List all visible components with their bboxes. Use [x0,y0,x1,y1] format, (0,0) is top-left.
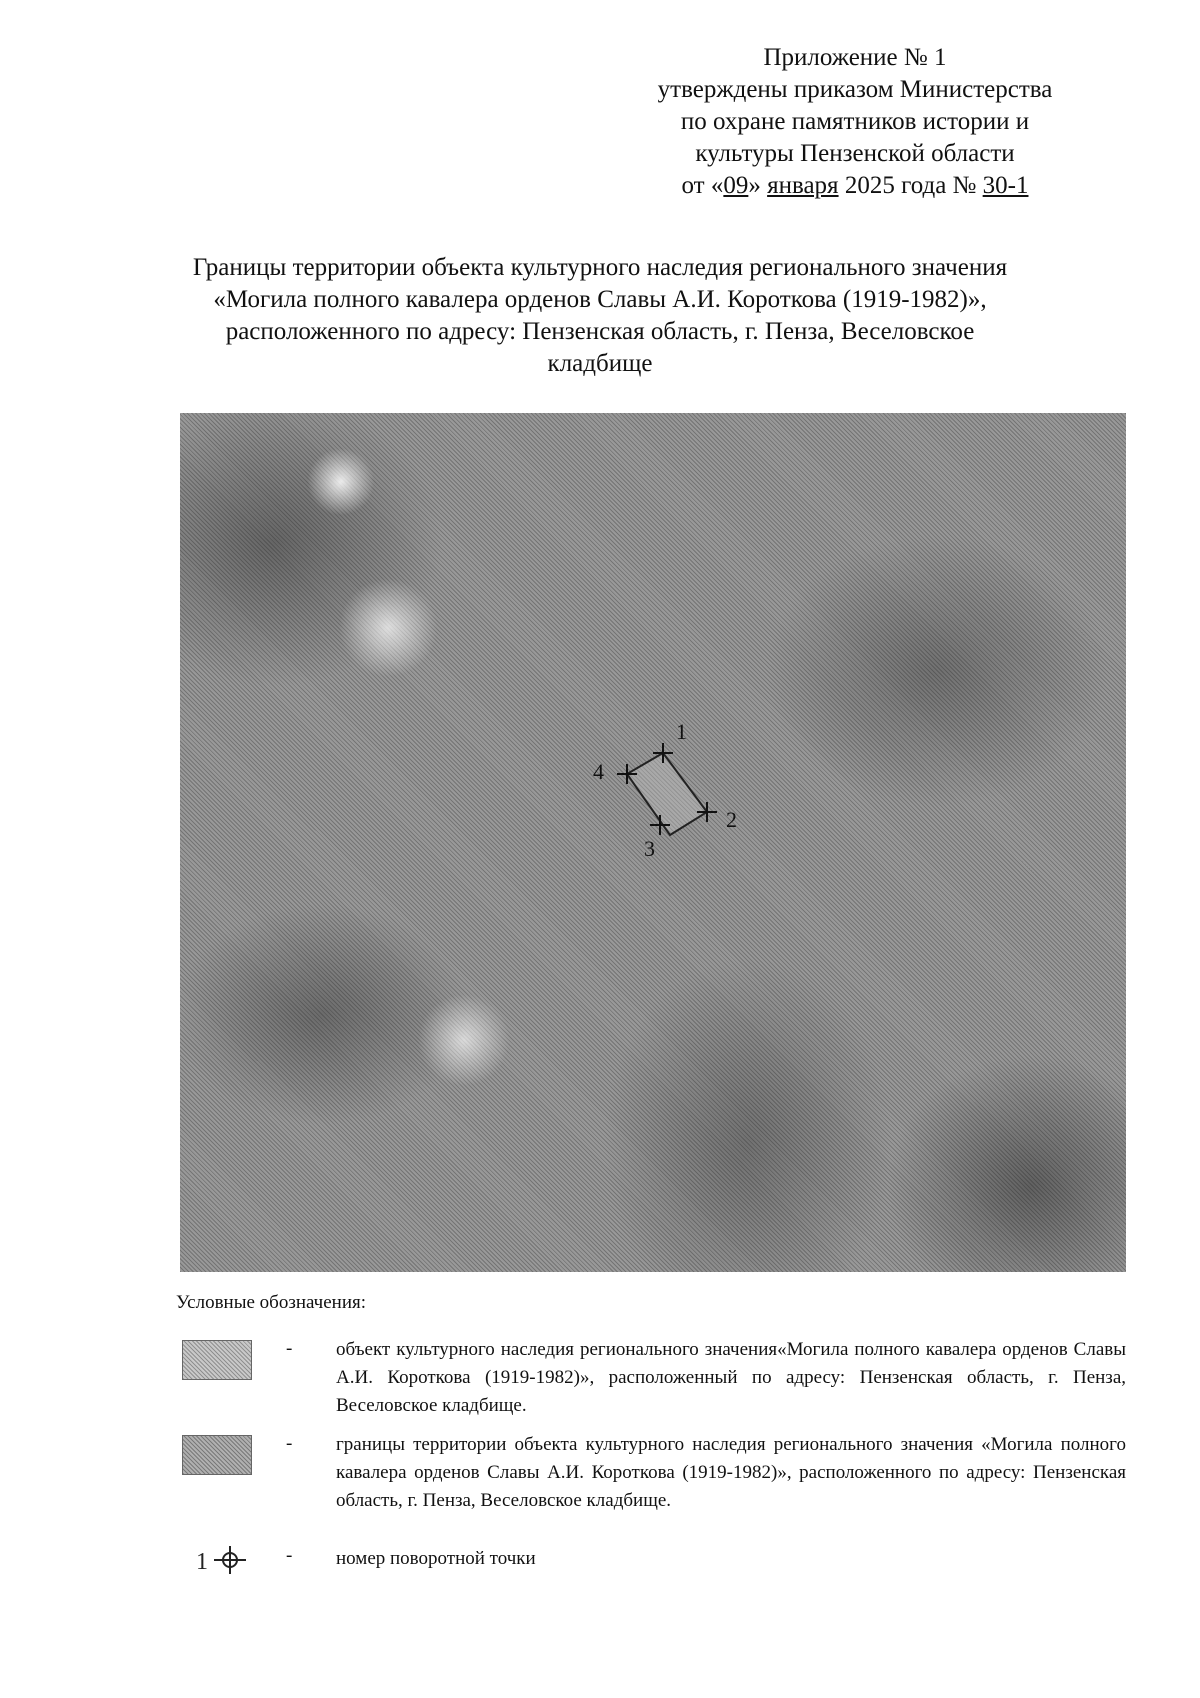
title-line-4: кладбище [547,350,653,377]
legend-dash: - [286,1338,293,1359]
legend-text-boundary: границы территории объекта культурного наследия регионального значения «Могила полного кавалера орденов Славы А.И. Короткова (1919-1982)», расположенного по адресу: Пензенская область, г. Пенза, Веселовское кладбище. [336,1434,1126,1511]
legend-text-object: объект культурного наследия регионального значения«Могила полного кавалера орденов Славы А.И. Короткова (1919-1982)», расположенный по адресу: Пензенская область, г. Пенза, Веселовское кладбище. [336,1339,1126,1416]
legend-point-label: 1 [196,1549,208,1575]
date-month: января [767,172,839,199]
date-prefix: от « [681,172,724,199]
object-boundary [627,753,707,835]
order-number: 30-1 [982,172,1029,199]
point-label-4: 4 [593,759,604,784]
legend-item-object [176,1336,1126,1426]
title-line-1: Границы территории объекта культурного наследия регионального значения [192,254,1008,281]
satellite-map [180,413,1126,1272]
legend-dash: - [286,1433,293,1454]
approval-block [640,42,1070,202]
approval-line-2: утверждены приказом Министерства [657,76,1053,103]
title-line-2: «Могила полного кавалера орденов Славы А.И. Короткова (1919-1982)», [213,286,987,313]
legend-text-point: номер поворотной точки [336,1548,536,1569]
legend-dash: - [286,1545,293,1566]
point-label-3: 3 [644,836,655,861]
date-day: 09 [723,172,749,199]
document-title [160,252,1040,380]
legend-swatch-object [182,1340,252,1380]
turning-point-symbol-icon [196,1543,256,1577]
map-overlay [180,413,1126,1272]
approval-date-line [640,170,1070,202]
legend-title: Условные обозначения: [176,1292,367,1313]
legend-swatch-boundary [182,1435,252,1475]
approval-line-1: Приложение № 1 [763,44,947,71]
legend-item-point [176,1543,1126,1577]
date-mid: » [748,172,768,199]
title-line-3: расположенного по адресу: Пензенская область, г. Пенза, Веселовское [225,318,975,345]
point-label-2: 2 [726,807,737,832]
approval-line-4: культуры Пензенской области [695,140,1015,167]
date-suffix: 2025 года № [838,172,983,199]
legend-item-boundary [176,1431,1126,1541]
approval-line-3: по охране памятников истории и [680,108,1030,135]
point-label-1: 1 [676,719,687,744]
